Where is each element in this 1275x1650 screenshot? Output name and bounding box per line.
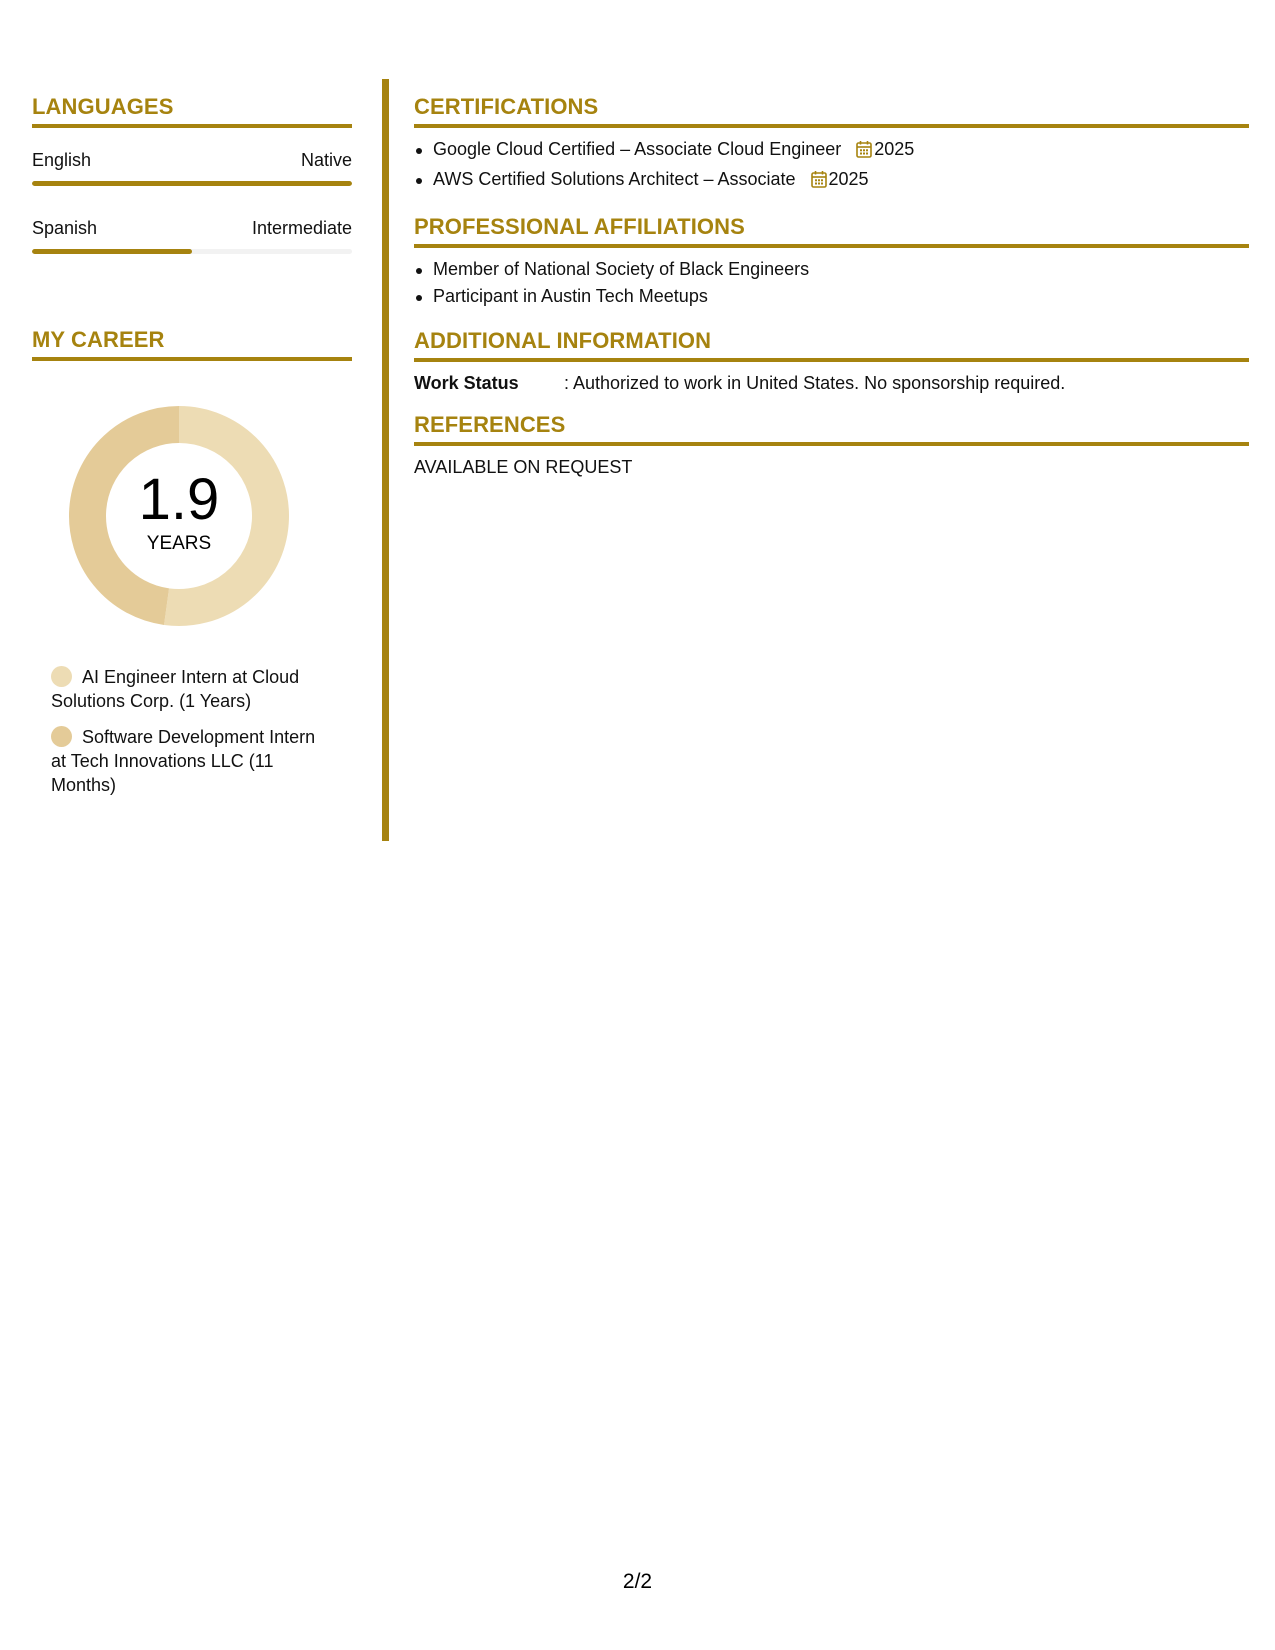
- certifications-heading-rule: [414, 124, 1249, 128]
- calendar-icon: [811, 169, 827, 196]
- page-number: 2/2: [622, 1570, 653, 1593]
- calendar-icon: [856, 139, 872, 166]
- career-heading-rule: [32, 357, 352, 361]
- career-total-value: 1.9: [138, 467, 220, 532]
- certification-item: [414, 166, 1249, 196]
- certifications-list: [414, 136, 1249, 196]
- certification-name: AWS Certified Solutions Architect – Associate: [433, 169, 796, 189]
- column-divider: [382, 79, 389, 841]
- additional-info-heading-rule: [414, 358, 1249, 362]
- career-legend-item: [51, 665, 331, 713]
- certification-year: 2025: [828, 169, 869, 189]
- career-section: [32, 327, 352, 797]
- languages-heading-rule: [32, 124, 352, 128]
- career-heading: MY CAREER: [32, 327, 165, 352]
- languages-heading: LANGUAGES: [32, 94, 174, 119]
- references-text: AVAILABLE ON REQUEST: [414, 457, 633, 477]
- certification-name: Google Cloud Certified – Associate Cloud Engineer: [433, 139, 842, 159]
- affiliation-item: Participant in Austin Tech Meetups: [414, 283, 1249, 310]
- affiliations-list: [414, 256, 1249, 310]
- additional-info-section: [414, 328, 1249, 394]
- affiliations-heading: PROFESSIONAL AFFILIATIONS: [414, 214, 745, 239]
- career-donut-chart: [64, 401, 294, 631]
- work-status-value: : Authorized to work in United States. No sponsorship required.: [564, 373, 1066, 393]
- left-column: [32, 94, 352, 809]
- language-proficiency-bar: [32, 249, 352, 254]
- career-legend-label: AI Engineer Intern at Cloud Solutions Corp. (1 Years): [51, 667, 300, 711]
- language-proficiency-bar: [32, 181, 352, 186]
- language-name: Spanish: [32, 218, 98, 238]
- work-status-row: [414, 372, 1249, 394]
- work-status-label: Work Status: [414, 373, 519, 393]
- career-legend-item: [51, 725, 331, 797]
- references-heading: REFERENCES: [414, 412, 566, 437]
- certifications-heading: CERTIFICATIONS: [414, 94, 599, 119]
- right-column: [414, 94, 1249, 496]
- certification-year: 2025: [874, 139, 915, 159]
- language-name: English: [32, 150, 92, 170]
- language-item-spanish: [32, 217, 352, 254]
- language-proficiency-fill: [32, 249, 192, 254]
- career-legend: [51, 665, 331, 797]
- languages-section: [32, 94, 352, 254]
- references-section: [414, 412, 1249, 478]
- career-legend-label: Software Development Intern at Tech Innovations LLC (11 Months): [51, 727, 316, 795]
- language-level: Intermediate: [251, 218, 352, 238]
- career-donut-center: [64, 401, 294, 631]
- affiliations-heading-rule: [414, 244, 1249, 248]
- additional-info-heading: ADDITIONAL INFORMATION: [414, 328, 712, 353]
- language-level: Native: [300, 150, 352, 170]
- references-heading-rule: [414, 442, 1249, 446]
- affiliations-section: [414, 214, 1249, 310]
- language-item-english: [32, 149, 352, 186]
- affiliation-item: Member of National Society of Black Engineers: [414, 256, 1249, 283]
- certification-item: [414, 136, 1249, 166]
- language-proficiency-fill: [32, 181, 352, 186]
- legend-dot-icon: [51, 666, 72, 687]
- legend-dot-icon: [51, 726, 72, 747]
- certifications-section: [414, 94, 1249, 196]
- career-total-unit: YEARS: [146, 533, 212, 554]
